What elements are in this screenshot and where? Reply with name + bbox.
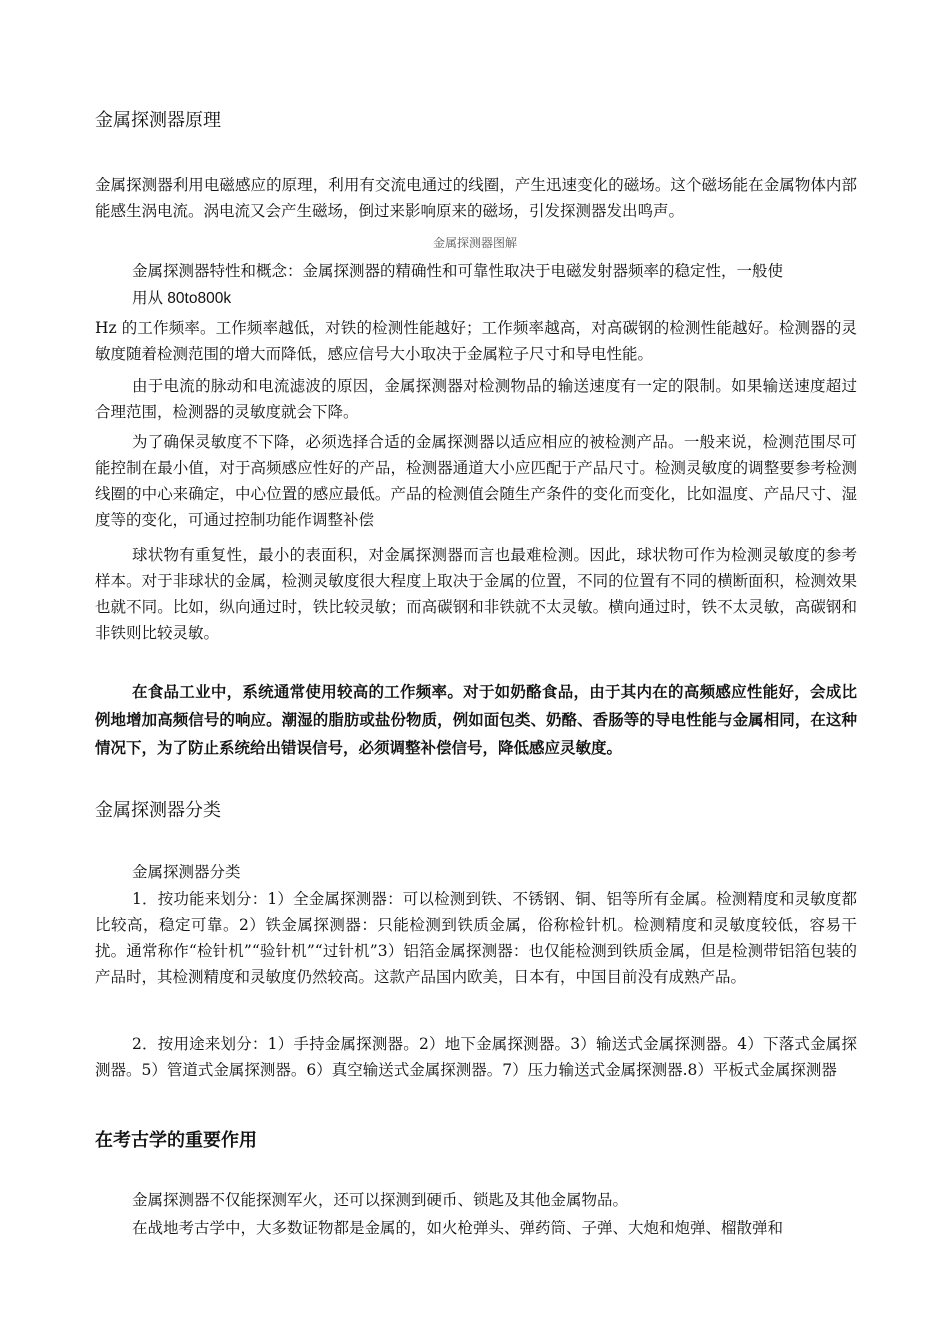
section-title-principle: 金属探测器原理 xyxy=(95,110,221,130)
paragraph-by-function: 1．按功能来划分：1）全金属探测器：可以检测到铁、不锈钢、铜、铝等所有金属。检测精度和灵敏度都比较高，稳定可靠。2）铁金属探测器：只能检测到铁质金属，俗称检针机。检测精度和灵敏度较低，容易干扰。通常称作“检针机”“验针机”“过针机”3）铝箔金属探测器：也仅能检测到铁质金属，但是检测带铝箔包装的产品时，其检测精度和灵敏度仍然较高。这款产品国内欧美，日本有，中国目前没有成熟产品。 xyxy=(95,890,857,986)
paragraph-speed-limit: 由于电流的脉动和电流滤波的原因，金属探测器对检测物品的输送速度有一定的限制。如果输送速度超过合理范围，检测器的灵敏度就会下降。 xyxy=(95,377,857,421)
section-title-classification: 金属探测器分类 xyxy=(95,800,221,820)
section-title-archaeology: 在考古学的重要作用 xyxy=(95,1130,257,1150)
paragraph-archaeology-1: 金属探测器不仅能探测军火，还可以探测到硬币、锁匙及其他金属物品。 xyxy=(132,1191,629,1209)
paragraph-characteristics-line1: 金属探测器特性和概念：金属探测器的精确性和可靠性取决于电磁发射器频率的稳定性，一般使 xyxy=(132,262,784,280)
paragraph-spherical-objects: 球状物有重复性，最小的表面积，对金属探测器而言也最难检测。因此，球状物可作为检测灵敏度的参考样本。对于非球状的金属，检测灵敏度很大程度上取决于金属的位置，不同的位置有不同的横断面积，检测效果也就不同。比如，纵向通过时，铁比较灵敏；而高碳钢和非铁就不太灵敏。横向通过时，铁不太灵敏，高碳钢和非铁则比较灵敏。 xyxy=(95,546,857,642)
paragraph-characteristics-line2: 用从 80to800k xyxy=(132,290,232,307)
paragraph-archaeology-2: 在战地考古学中，大多数证物都是金属的，如火枪弹头、弹药筒、子弹、大炮和炮弹、榴散弹和 xyxy=(132,1219,784,1237)
paragraph-by-usage: 2．按用途来划分：1）手持金属探测器。2）地下金属探测器。3）输送式金属探测器。4）下落式金属探测器。5）管道式金属探测器。6）真空输送式金属探测器。7）压力输送式金属探测器.8）平板式金属探测器 xyxy=(95,1035,857,1079)
figure-caption: 金属探测器图解 xyxy=(432,236,517,250)
classification-subtitle: 金属探测器分类 xyxy=(132,863,241,881)
paragraph-characteristics-rest: Hz 的工作频率。工作频率越低，对铁的检测性能越好；工作频率越高，对高碳钢的检测性能越好。检测器的灵敏度随着检测范围的增大而降低，感应信号大小取决于金属粒子尺寸和导电性能。 xyxy=(95,319,857,363)
paragraph-sensitivity: 为了确保灵敏度不下降，必须选择合适的金属探测器以适应相应的被检测产品。一般来说，检测范围尽可能控制在最小值，对于高频感应性好的产品，检测器通道大小应匹配于产品尺寸。检测灵敏度的调整要参考检测线圈的中心来确定，中心位置的感应最低。产品的检测值会随生产条件的变化而变化，比如温度、产品尺寸、湿度等的变化，可通过控制功能作调整补偿 xyxy=(95,433,857,529)
paragraph-principle-intro: 金属探测器利用电磁感应的原理，利用有交流电通过的线圈，产生迅速变化的磁场。这个磁场能在金属物体内部能感生涡电流。涡电流又会产生磁场，倒过来影响原来的磁场，引发探测器发出鸣声。 xyxy=(95,176,857,220)
paragraph-food-industry: 在食品工业中，系统通常使用较高的工作频率。对于如奶酪食品，由于其内在的高频感应性能好，会成比例地增加高频信号的响应。潮湿的脂肪或盐份物质，例如面包类、奶酪、香肠等的导电性能与金属相同，在这种情况下，为了防止系统给出错误信号，必须调整补偿信号，降低感应灵敏度。 xyxy=(95,683,857,757)
